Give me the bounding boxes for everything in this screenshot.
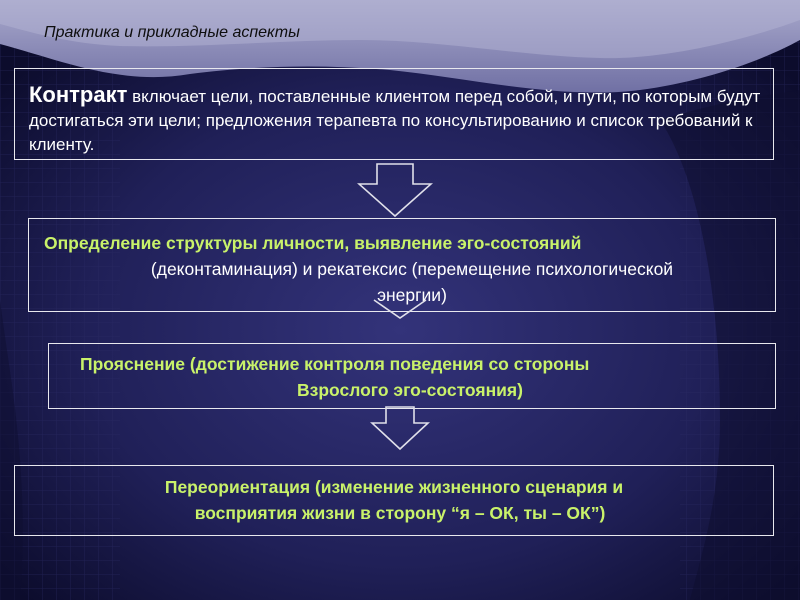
- contract-keyword: Контракт: [29, 82, 128, 107]
- clarification-line-1: Прояснение (достижение контроля поведения со стороны: [80, 354, 590, 374]
- personality-structure-line-1: Определение структуры личности, выявление эго-состояний: [44, 233, 582, 253]
- reorientation-line-1: Переориентация (изменение жизненного сценария и: [164, 477, 624, 497]
- personality-structure-line-2: (деконтаминация) и рекатексис (перемещение психологической: [150, 259, 674, 279]
- personality-structure-line-3: энергии): [377, 285, 447, 305]
- clarification-line-2: Взрослого эго-состояния): [297, 380, 523, 400]
- section-title: Практика и прикладные аспекты: [44, 24, 300, 41]
- contract-text: включает цели, поставленные клиентом перед собой, и пути, по которым будут достигаться эти цели; предложения терапевта по консультированию и список требований к клиенту.: [29, 87, 761, 154]
- arrow-down-icon: [357, 162, 433, 218]
- contract-box: [14, 68, 774, 160]
- arrow-down-icon: [372, 298, 428, 320]
- reorientation-line-2: восприятия жизни в сторону “я – ОК, ты – ОК”): [194, 503, 606, 523]
- arrow-down-icon: [370, 405, 430, 451]
